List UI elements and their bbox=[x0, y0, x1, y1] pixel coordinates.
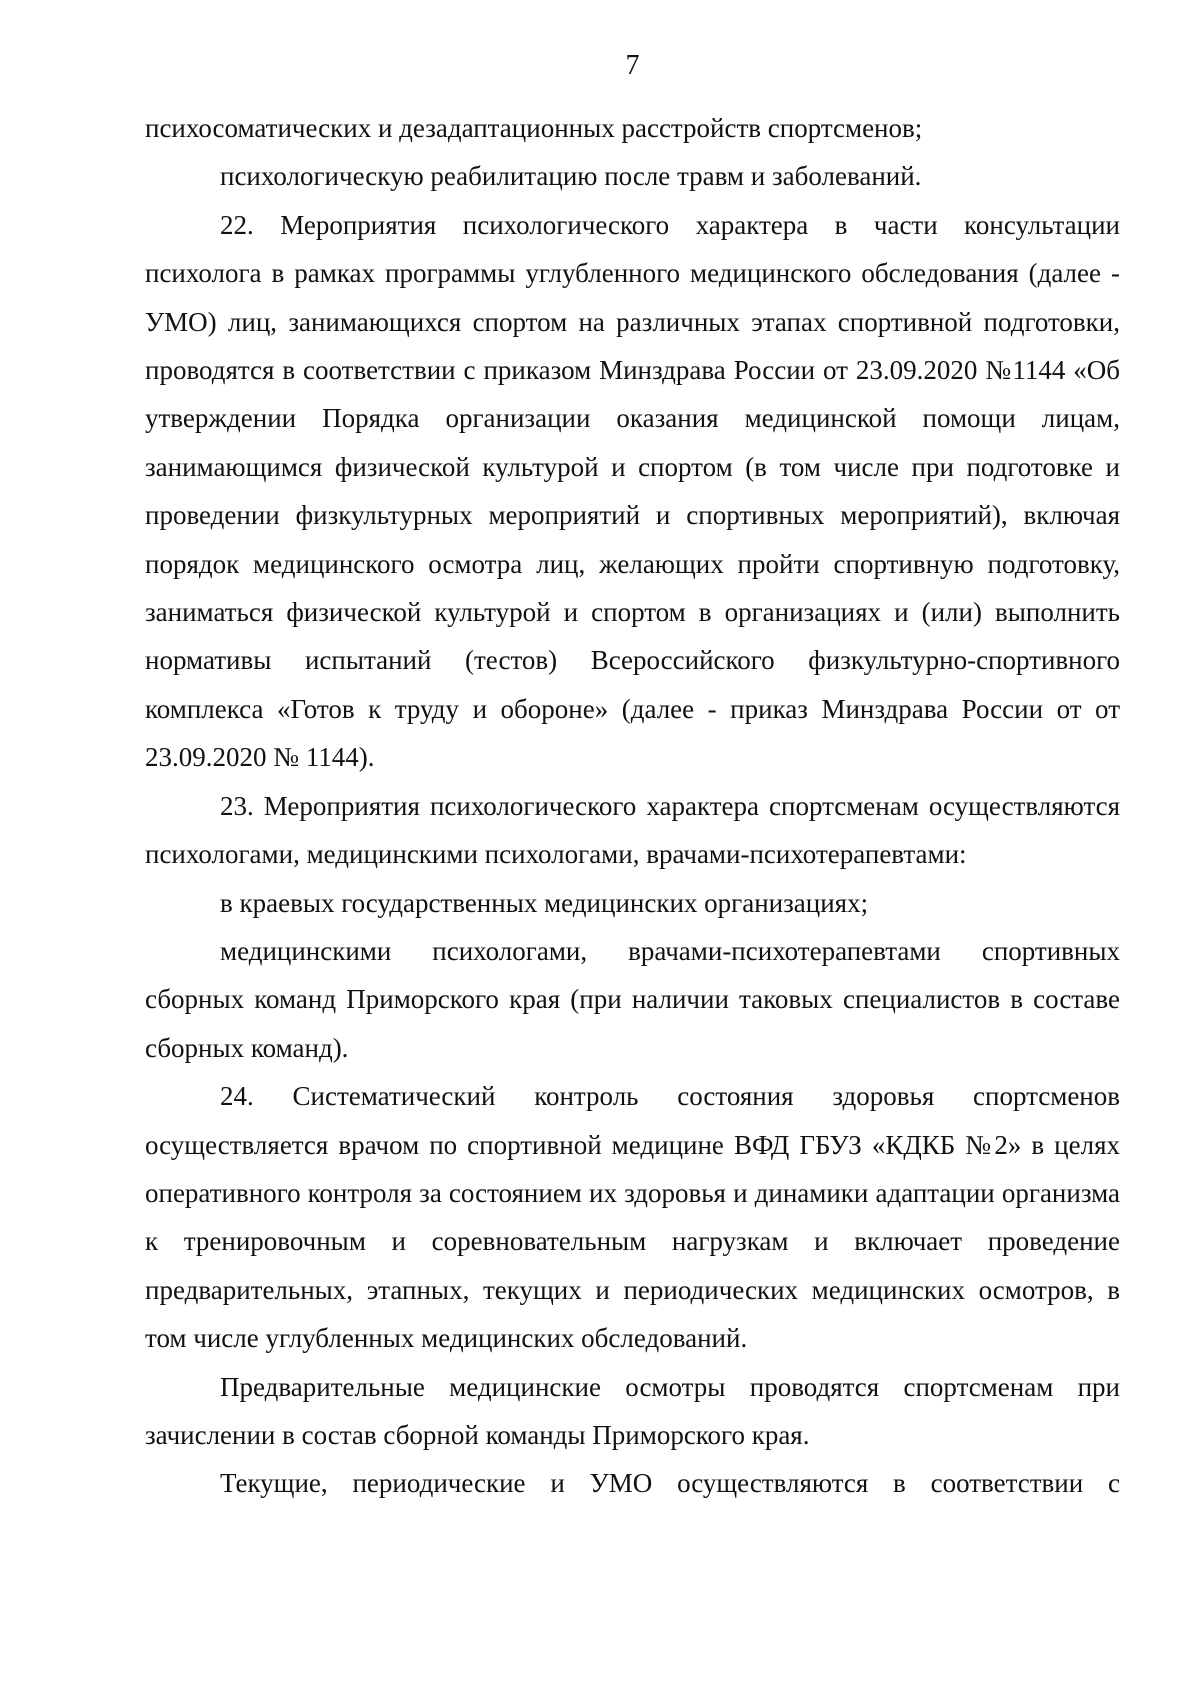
paragraph-2: психологическую реабилитацию после травм и заболеваний. bbox=[220, 161, 922, 192]
paragraph-23: 23. Мероприятия психологического характера спортсменам осуществляются психологами, медицинскими психологами, врачами-психотерапевтами: bbox=[145, 790, 1120, 870]
paragraph-23-item-2: медицинскими психологами, врачами-психотерапевтами спортивных сборных команд Приморского края (при наличии таковых специалистов в составе сборных команд). bbox=[145, 935, 1120, 1063]
paragraph-current-exams: Текущие, периодические и УМО осуществляются в соответствии с bbox=[220, 1468, 1120, 1499]
paragraph-preliminary-exams: Предварительные медицинские осмотры проводятся спортсменам при зачислении в состав сборной команды Приморского края. bbox=[145, 1371, 1120, 1450]
paragraph-23-item-1: в краевых государственных медицинских организациях; bbox=[220, 887, 869, 918]
paragraph-1: психосоматических и дезадаптационных расстройств спортсменов; bbox=[145, 113, 923, 143]
page-number: 7 bbox=[625, 50, 640, 81]
document-body bbox=[145, 104, 1120, 1508]
paragraph-24: 24. Систематический контроль состояния здоровья спортсменов осуществляется врачом по спортивной медицине ВФД ГБУЗ «КДКБ №2» в целях оперативного контроля за состоянием их здоровья и динамики адаптации организма к тренировочным и соревновательным нагрузкам и включает проведение предварительных, этапных, текущих и периодических медицинских осмотров, в том числе углубленных медицинских обследований. bbox=[145, 1081, 1120, 1354]
paragraph-22: 22. Мероприятия психологического характера в части консультации психолога в рамках программы углубленного медицинского обследования (далее - УМО) лиц, занимающихся спортом на различных этапах спортивной подготовки, проводятся в соответствии с приказом Минздрава России от 23.09.2020 №1144 «Об утверждении Порядка организации оказания медицинской помощи лицам, занимающимся физической культурой и спортом (в том числе при подготовке и проведении физкультурных мероприятий и спортивных мероприятий), включая порядок медицинского осмотра лиц, желающих пройти спортивную подготовку, заниматься физической культурой и спортом в организациях и (или) выполнить нормативы испытаний (тестов) Всероссийского физкультурно-спортивного комплекса «Готов к труду и обороне» (далее - приказ Минздрава России от от 23.09.2020 № 1144). bbox=[145, 209, 1120, 773]
